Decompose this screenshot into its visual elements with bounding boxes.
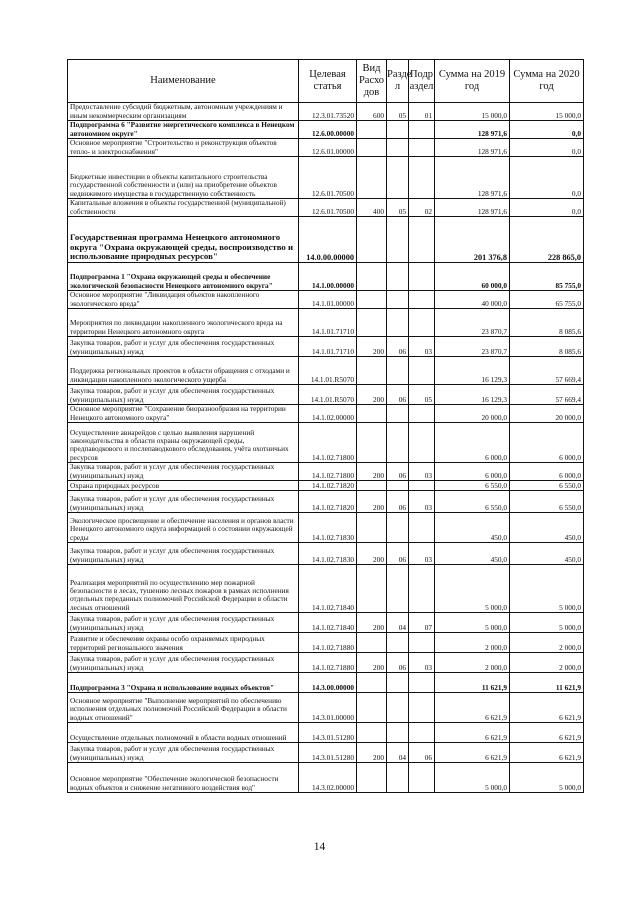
cell-expense-type: 200 [357, 463, 387, 481]
table-row [68, 543, 584, 565]
cell-sum-2019: 40 000,0 [435, 291, 510, 309]
cell-sum-2020: 2 000,0 [510, 653, 584, 673]
cell-target-article: 12.3.01.73520 [299, 103, 357, 121]
cell-sum-2019: 450,0 [435, 543, 510, 565]
cell-sum-2019: 6 000,0 [435, 423, 510, 463]
cell-expense-type [357, 217, 387, 263]
cell-target-article: 14.1.02.71830 [299, 513, 357, 543]
cell-section: 06 [387, 463, 409, 481]
cell-target-article: 14.1.00.00000 [299, 263, 357, 291]
cell-sum-2020: 5 000,0 [510, 613, 584, 633]
table-header-row [68, 60, 584, 103]
cell-sum-2020: 20 000,0 [510, 405, 584, 423]
cell-expense-type [357, 673, 387, 693]
cell-sum-2019: 2 000,0 [435, 633, 510, 653]
table-row [68, 693, 584, 723]
table-row [68, 357, 584, 385]
cell-name: Осуществление отдельных полномочий в области водных отношений [68, 723, 299, 743]
cell-sum-2019: 23 870,7 [435, 309, 510, 337]
cell-sum-2020: 2 000,0 [510, 633, 584, 653]
cell-sum-2019: 128 971,6 [435, 157, 510, 199]
cell-name: Подпрограмма 3 "Охрана и использование водных объектов" [68, 673, 299, 693]
header-target-article: Целевая статья [299, 60, 357, 103]
table-row [68, 653, 584, 673]
cell-sum-2020: 57 669,4 [510, 385, 584, 405]
cell-expense-type [357, 633, 387, 653]
cell-sum-2020: 65 755,0 [510, 291, 584, 309]
cell-sum-2020: 85 755,0 [510, 263, 584, 291]
cell-target-article: 12.6.01.00000 [299, 139, 357, 157]
cell-subsection: 03 [409, 543, 435, 565]
cell-expense-type: 200 [357, 385, 387, 405]
table-row [68, 217, 584, 263]
cell-name: Поддержка региональных проектов в области обращения с отходами и ликвидации накопленного экологического ущерба [68, 357, 299, 385]
cell-section: 06 [387, 653, 409, 673]
cell-section [387, 693, 409, 723]
cell-subsection [409, 633, 435, 653]
cell-sum-2019: 2 000,0 [435, 653, 510, 673]
cell-target-article: 14.1.02.71820 [299, 481, 357, 491]
cell-sum-2020: 0,0 [510, 121, 584, 139]
cell-sum-2019: 6 550,0 [435, 491, 510, 513]
cell-sum-2019: 6 621,9 [435, 693, 510, 723]
cell-expense-type [357, 157, 387, 199]
cell-section [387, 633, 409, 653]
cell-section [387, 157, 409, 199]
cell-name: Закупка товаров, работ и услуг для обеспечения государственных (муниципальных) нужд [68, 491, 299, 513]
cell-name: Закупка товаров, работ и услуг для обеспечения государственных (муниципальных) нужд [68, 385, 299, 405]
table-row [68, 743, 584, 763]
cell-sum-2020: 8 085,6 [510, 337, 584, 357]
cell-sum-2020: 5 000,0 [510, 565, 584, 613]
table-row [68, 491, 584, 513]
cell-sum-2019: 6 621,9 [435, 743, 510, 763]
cell-expense-type: 200 [357, 613, 387, 633]
cell-sum-2019: 6 550,0 [435, 481, 510, 491]
table-row [68, 633, 584, 653]
header-expense-type: Вид Расхо дов [357, 60, 387, 103]
cell-section [387, 291, 409, 309]
cell-target-article: 14.1.02.71880 [299, 653, 357, 673]
cell-sum-2020: 6 550,0 [510, 481, 584, 491]
cell-subsection: 03 [409, 653, 435, 673]
cell-name: Закупка товаров, работ и услуг для обеспечения государственных (муниципальных) нужд [68, 337, 299, 357]
cell-sum-2019: 128 971,6 [435, 199, 510, 217]
cell-section [387, 263, 409, 291]
cell-section: 05 [387, 103, 409, 121]
cell-subsection [409, 693, 435, 723]
cell-name: Мероприятия по ликвидации накопленного экологического вреда на территории Ненецкого автономного округа [68, 309, 299, 337]
cell-target-article: 14.3.00.00000 [299, 673, 357, 693]
cell-subsection [409, 309, 435, 337]
cell-target-article: 14.3.01.51280 [299, 743, 357, 763]
cell-sum-2020: 6 000,0 [510, 463, 584, 481]
table-row [68, 723, 584, 743]
cell-sum-2019: 60 000,0 [435, 263, 510, 291]
header-sum-2019: Сумма на 2019 год [435, 60, 510, 103]
cell-target-article: 14.1.02.71820 [299, 491, 357, 513]
cell-sum-2019: 23 870,7 [435, 337, 510, 357]
cell-section [387, 423, 409, 463]
table-row [68, 309, 584, 337]
cell-expense-type [357, 139, 387, 157]
cell-name: Капитальные вложения в объекты государственной (муниципальной) собственности [68, 199, 299, 217]
cell-sum-2019: 5 000,0 [435, 565, 510, 613]
cell-subsection [409, 121, 435, 139]
cell-name: Основное мероприятие "Выполнение мероприятий по обеспечению исполнения отдельных полномочий Российской Федерации в области водных отношений" [68, 693, 299, 723]
cell-expense-type [357, 263, 387, 291]
cell-expense-type: 200 [357, 653, 387, 673]
cell-expense-type [357, 405, 387, 423]
cell-sum-2019: 20 000,0 [435, 405, 510, 423]
cell-sum-2020: 15 000,0 [510, 103, 584, 121]
header-sum-2020: Сумма на 2020 год [510, 60, 584, 103]
cell-expense-type [357, 121, 387, 139]
cell-name: Закупка товаров, работ и услуг для обеспечения государственных (муниципальных) нужд [68, 613, 299, 633]
cell-subsection [409, 673, 435, 693]
cell-subsection: 03 [409, 337, 435, 357]
cell-target-article: 14.1.02.71830 [299, 543, 357, 565]
cell-sum-2019: 201 376,8 [435, 217, 510, 263]
cell-expense-type: 200 [357, 743, 387, 763]
table-row [68, 139, 584, 157]
cell-target-article: 14.1.01.71710 [299, 337, 357, 357]
cell-target-article: 14.1.02.71800 [299, 423, 357, 463]
cell-name: Основное мероприятие "Обеспечение экологической безопасности водных объектов и снижение негативного воздействия вод" [68, 763, 299, 793]
cell-sum-2020: 450,0 [510, 543, 584, 565]
cell-subsection [409, 423, 435, 463]
cell-name: Закупка товаров, работ и услуг для обеспечения государственных (муниципальных) нужд [68, 543, 299, 565]
cell-subsection: 03 [409, 491, 435, 513]
cell-sum-2019: 16 129,3 [435, 357, 510, 385]
table-row [68, 763, 584, 793]
cell-subsection [409, 723, 435, 743]
header-section: Разде л [387, 60, 409, 103]
cell-name: Основное мероприятие "Строительство и реконструкция объектов тепло- и электроснабжения" [68, 139, 299, 157]
cell-subsection: 02 [409, 199, 435, 217]
cell-expense-type [357, 357, 387, 385]
cell-sum-2019: 128 971,6 [435, 121, 510, 139]
cell-name: Закупка товаров, работ и услуг для обеспечения государственных (муниципальных) нужд [68, 743, 299, 763]
cell-sum-2020: 6 000,0 [510, 423, 584, 463]
cell-sum-2020: 8 085,6 [510, 309, 584, 337]
cell-subsection: 07 [409, 613, 435, 633]
table-row [68, 103, 584, 121]
cell-sum-2020: 6 621,9 [510, 693, 584, 723]
cell-section [387, 121, 409, 139]
cell-target-article: 14.1.02.71840 [299, 613, 357, 633]
cell-section: 06 [387, 491, 409, 513]
cell-section [387, 481, 409, 491]
cell-sum-2020: 6 621,9 [510, 723, 584, 743]
cell-expense-type [357, 693, 387, 723]
cell-section: 06 [387, 385, 409, 405]
cell-name: Основное мероприятие "Ликвидация объектов накопленного экологического вреда" [68, 291, 299, 309]
cell-section [387, 405, 409, 423]
cell-target-article: 14.3.01.00000 [299, 693, 357, 723]
cell-section [387, 357, 409, 385]
cell-target-article: 14.1.02.71880 [299, 633, 357, 653]
cell-subsection [409, 157, 435, 199]
cell-sum-2020: 5 000,0 [510, 763, 584, 793]
cell-subsection: 05 [409, 385, 435, 405]
cell-name: Охрана природных ресурсов [68, 481, 299, 491]
cell-name: Закупка товаров, работ и услуг для обеспечения государственных (муниципальных) нужд [68, 653, 299, 673]
cell-target-article: 14.1.01.R5070 [299, 357, 357, 385]
cell-expense-type: 200 [357, 337, 387, 357]
cell-sum-2020: 57 669,4 [510, 357, 584, 385]
cell-name: Развитие и обеспечение охраны особо охраняемых природных территорий регионального значения [68, 633, 299, 653]
cell-subsection: 06 [409, 743, 435, 763]
cell-expense-type [357, 723, 387, 743]
header-subsection: Подр аздел [409, 60, 435, 103]
cell-sum-2019: 11 621,9 [435, 673, 510, 693]
cell-sum-2019: 6 000,0 [435, 463, 510, 481]
cell-section [387, 217, 409, 263]
cell-section [387, 565, 409, 613]
page-number: 14 [313, 841, 326, 853]
cell-expense-type: 200 [357, 543, 387, 565]
cell-sum-2020: 0,0 [510, 199, 584, 217]
cell-sum-2019: 15 000,0 [435, 103, 510, 121]
cell-target-article: 14.1.01.71710 [299, 309, 357, 337]
cell-section [387, 513, 409, 543]
cell-sum-2020: 0,0 [510, 139, 584, 157]
cell-sum-2020: 450,0 [510, 513, 584, 543]
table-row [68, 481, 584, 491]
cell-target-article: 14.0.00.00000 [299, 217, 357, 263]
cell-target-article: 14.1.02.71840 [299, 565, 357, 613]
table-row [68, 199, 584, 217]
cell-name: Подпрограмма 1 "Охрана окружающей среды и обеспечение экологической безопасности Ненецкого автономного округа" [68, 263, 299, 291]
table-row [68, 513, 584, 543]
budget-table-sheet [67, 59, 583, 793]
cell-sum-2019: 5 000,0 [435, 763, 510, 793]
table-row [68, 423, 584, 463]
table-row [68, 157, 584, 199]
cell-section [387, 723, 409, 743]
cell-sum-2020: 6 621,9 [510, 743, 584, 763]
cell-target-article: 14.3.01.51280 [299, 723, 357, 743]
cell-sum-2019: 5 000,0 [435, 613, 510, 633]
cell-target-article: 12.6.00.00000 [299, 121, 357, 139]
cell-expense-type [357, 565, 387, 613]
cell-name: Экологическое просвещение и обеспечение населения и органов власти Ненецкого автономного округа информацией о состоянии окружающей среды [68, 513, 299, 543]
cell-section: 04 [387, 613, 409, 633]
cell-section: 04 [387, 743, 409, 763]
cell-expense-type: 200 [357, 491, 387, 513]
cell-expense-type [357, 423, 387, 463]
cell-sum-2019: 6 621,9 [435, 723, 510, 743]
cell-expense-type: 600 [357, 103, 387, 121]
cell-section: 05 [387, 199, 409, 217]
cell-expense-type [357, 481, 387, 491]
table-row [68, 121, 584, 139]
cell-subsection [409, 357, 435, 385]
cell-target-article: 14.1.02.71800 [299, 463, 357, 481]
cell-section [387, 673, 409, 693]
cell-sum-2020: 11 621,9 [510, 673, 584, 693]
cell-section [387, 139, 409, 157]
cell-sum-2019: 16 129,3 [435, 385, 510, 405]
cell-sum-2020: 6 550,0 [510, 491, 584, 513]
cell-subsection [409, 263, 435, 291]
table-row [68, 385, 584, 405]
cell-target-article: 14.3.02.00000 [299, 763, 357, 793]
cell-subsection [409, 513, 435, 543]
cell-name: Государственная программа Ненецкого автономного округа "Охрана окружающей среды, воспроизводство и использование природных ресурсов" [68, 217, 299, 263]
cell-sum-2020: 228 865,0 [510, 217, 584, 263]
table-row [68, 291, 584, 309]
cell-subsection [409, 139, 435, 157]
header-name: Наименование [68, 60, 299, 103]
cell-subsection [409, 565, 435, 613]
table-row [68, 673, 584, 693]
cell-subsection [409, 291, 435, 309]
table-row [68, 613, 584, 633]
cell-expense-type: 400 [357, 199, 387, 217]
table-row [68, 337, 584, 357]
cell-expense-type [357, 309, 387, 337]
cell-sum-2019: 128 971,6 [435, 139, 510, 157]
table-body [68, 103, 584, 793]
cell-name: Осуществление авиарейдов с целью выявления нарушений законодательства в области охраны окружающей среды, предпаводкового и послепаводкового обследования, учёта охотничьих ресурсов [68, 423, 299, 463]
cell-subsection [409, 481, 435, 491]
cell-name: Подпрограмма 6 "Развитие энергетического комплекса в Ненецком автономном округе" [68, 121, 299, 139]
cell-section: 06 [387, 337, 409, 357]
cell-section [387, 763, 409, 793]
cell-target-article: 12.6.01.70500 [299, 157, 357, 199]
cell-expense-type [357, 513, 387, 543]
cell-sum-2019: 450,0 [435, 513, 510, 543]
cell-subsection [409, 763, 435, 793]
cell-subsection [409, 217, 435, 263]
cell-section [387, 309, 409, 337]
cell-sum-2020: 0,0 [510, 157, 584, 199]
budget-table [67, 59, 584, 793]
cell-name: Реализация мероприятий по осуществлению мер пожарной безопасности в лесах, тушению лесных пожаров в рамках исполнения отдельных переданных полномочий Российской Федерации в области лесных отношений [68, 565, 299, 613]
cell-name: Предоставление субсидий бюджетным, автономным учреждениям и иным некоммерческим организациям [68, 103, 299, 121]
table-row [68, 463, 584, 481]
cell-target-article: 14.1.02.00000 [299, 405, 357, 423]
cell-target-article: 14.1.01.R5070 [299, 385, 357, 405]
table-row [68, 405, 584, 423]
cell-section: 06 [387, 543, 409, 565]
table-row [68, 565, 584, 613]
cell-target-article: 12.6.01.70500 [299, 199, 357, 217]
cell-subsection: 01 [409, 103, 435, 121]
table-row [68, 263, 584, 291]
cell-expense-type [357, 291, 387, 309]
cell-subsection [409, 405, 435, 423]
cell-name: Основное мероприятие "Сохранение биоразнообразия на территории Ненецкого автономного округа" [68, 405, 299, 423]
cell-name: Закупка товаров, работ и услуг для обеспечения государственных (муниципальных) нужд [68, 463, 299, 481]
cell-target-article: 14.1.01.00000 [299, 291, 357, 309]
cell-name: Бюджетные инвестиции в объекты капитального строительства государственной собственности и (или) на приобретение объектов недвижимого имущества в государственную собственность [68, 157, 299, 199]
cell-subsection: 03 [409, 463, 435, 481]
cell-expense-type [357, 763, 387, 793]
